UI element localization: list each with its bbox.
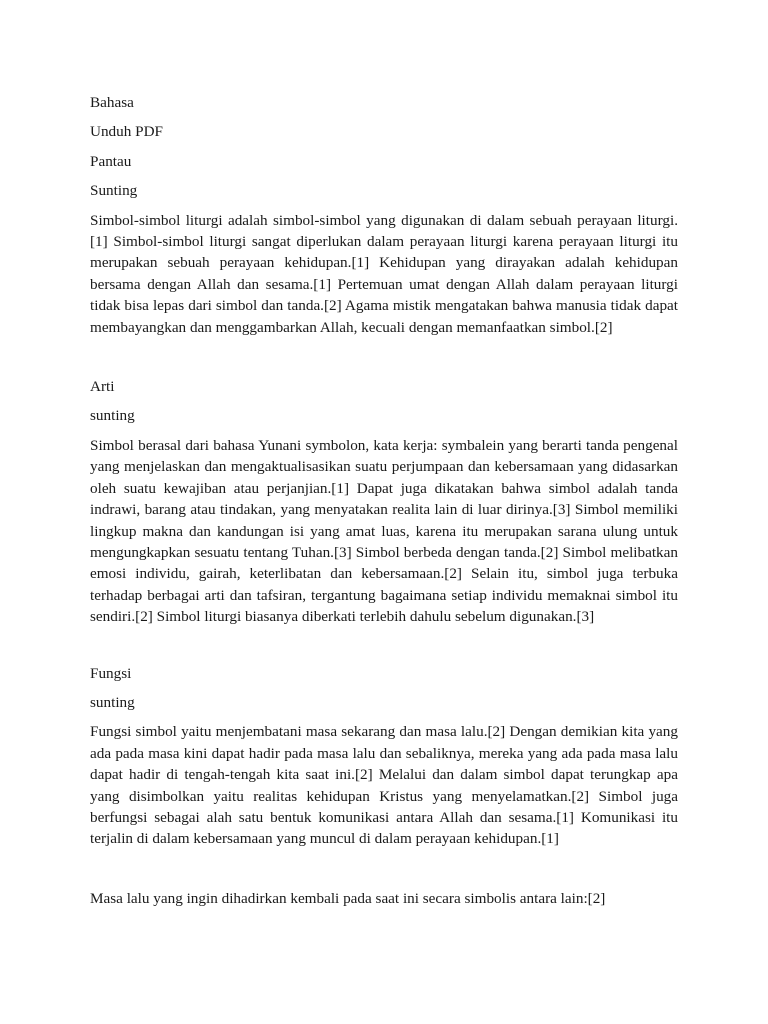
download-pdf-link[interactable]: Unduh PDF bbox=[90, 123, 164, 141]
fungsi-paragraph: Fungsi simbol yaitu menjembatani masa sekarang dan masa lalu.[2] Dengan demikian kita yang ada pada masa kini dapat hadir pada masa lalu dan sebaliknya, mereka yang ada pada masa lalu dapat hadir di tengah-tengah kita saat ini.[2] Melalui dan dalam simbol dapat terungkap apa yang disimbolkan yaitu realitas kehidupan Kristus yang menyelamatkan.[2] Simbol juga berfungsi sebagai alah satu bentuk komunikasi antara Allah dan sesama.[1] Komunikasi itu terjalin di dalam kebersamaan yang muncul di dalam perayaan kehidupan.[1] bbox=[90, 723, 678, 848]
section-spacer bbox=[90, 636, 678, 663]
section-spacer bbox=[90, 858, 678, 888]
section-heading-arti: Arti bbox=[90, 378, 115, 396]
section-spacer bbox=[90, 346, 678, 376]
section-edit-link-fungsi[interactable]: sunting bbox=[90, 693, 135, 711]
watch-link[interactable]: Pantau bbox=[90, 152, 132, 170]
closing-line: Masa lalu yang ingin dihadirkan kembali pada saat ini secara simbolis antara lain:[2] bbox=[90, 889, 606, 907]
section-edit-link-arti[interactable]: sunting bbox=[90, 407, 135, 425]
language-link[interactable]: Bahasa bbox=[90, 94, 134, 111]
intro-paragraph: Simbol-simbol liturgi adalah simbol-simbol yang digunakan di dalam sebuah perayaan liturgi.[1] Simbol-simbol liturgi sangat diperlukan dalam perayaan liturgi karena perayaan liturgi itu merupakan sebuah perayaan kehidupan.[1] Kehidupan yang dirayakan adalah kehidupan bersama dengan Allah dan sesama.[1] Pertemuan umat dengan Allah dalam perayaan liturgi tidak bisa lepas dari simbol dan tanda.[2] Agama mistik mengatakan bahwa manusia tidak dapat membayangkan dan menggambarkan Allah, kecuali dengan memanfaatkan simbol.[2] bbox=[90, 211, 678, 336]
section-heading-fungsi: Fungsi bbox=[90, 664, 132, 682]
arti-paragraph: Simbol berasal dari bahasa Yunani symbolon, kata kerja: symbalein yang berarti tanda pengenal yang menjelaskan dan mengaktualisasikan suatu perjumpaan dan kebersamaan yang didasarkan oleh suatu kewajiban atau perjanjian.[1] Dapat juga dikatakan bahwa simbol adalah tanda indrawi, barang atau tindakan, yang menyatakan realita lain di luar dirinya.[3] Simbol memiliki lingkup makna dan kandungan isi yang amat luas, karena itu merupakan sarana ulung untuk mengungkapkan sesuatu tentang Tuhan.[3] Simbol berbeda dengan tanda.[2] Simbol melibatkan emosi individu, gairah, keterlibatan dan kebersamaan.[2] Selain itu, simbol juga terbuka terhadap berbagai arti dan tafsiran, tergantung bagaimana setiap individu memaknai simbol itu sendiri.[2] Simbol liturgi biasanya diberkati terlebih dahulu sebelum digunakan.[3] bbox=[90, 436, 678, 626]
edit-link[interactable]: Sunting bbox=[90, 182, 138, 200]
article-body bbox=[90, 92, 678, 917]
